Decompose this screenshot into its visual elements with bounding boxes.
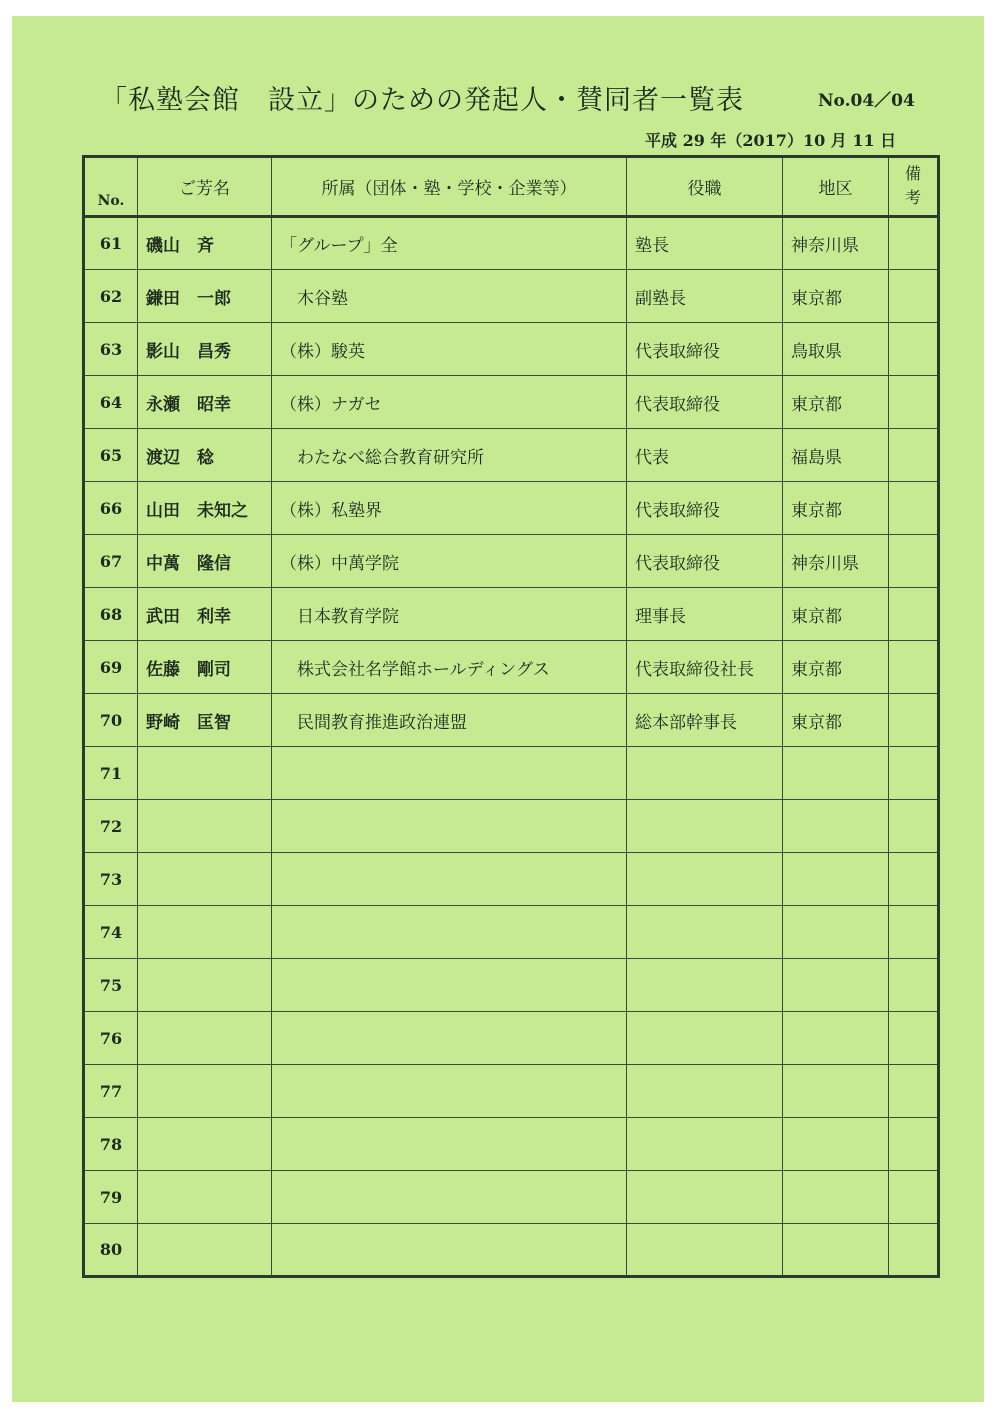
cell-note bbox=[889, 323, 939, 376]
table-row bbox=[84, 217, 939, 270]
cell-name: 野崎 匡智 bbox=[138, 694, 272, 747]
cell-position: 副塾長 bbox=[627, 270, 783, 323]
cell-name: 武田 利幸 bbox=[138, 588, 272, 641]
cell-position bbox=[627, 1065, 783, 1118]
table-row bbox=[84, 800, 939, 853]
cell-position bbox=[627, 800, 783, 853]
table-row bbox=[84, 429, 939, 482]
cell-affiliation bbox=[272, 800, 627, 853]
cell-name: 鎌田 一郎 bbox=[138, 270, 272, 323]
cell-note bbox=[889, 270, 939, 323]
cell-position bbox=[627, 1118, 783, 1171]
cell-note bbox=[889, 694, 939, 747]
cell-position bbox=[627, 959, 783, 1012]
cell-affiliation: わたなべ総合教育研究所 bbox=[272, 429, 627, 482]
cell-note bbox=[889, 959, 939, 1012]
table-row bbox=[84, 535, 939, 588]
cell-note bbox=[889, 482, 939, 535]
cell-name: 影山 昌秀 bbox=[138, 323, 272, 376]
cell-note bbox=[889, 1065, 939, 1118]
cell-name: 中萬 隆信 bbox=[138, 535, 272, 588]
cell-name bbox=[138, 800, 272, 853]
cell-name bbox=[138, 959, 272, 1012]
cell-name: 佐藤 剛司 bbox=[138, 641, 272, 694]
signatory-table bbox=[82, 155, 940, 1278]
cell-no: 69 bbox=[84, 641, 138, 694]
cell-affiliation: 株式会社名学館ホールディングス bbox=[272, 641, 627, 694]
cell-affiliation: 木谷塾 bbox=[272, 270, 627, 323]
table-row bbox=[84, 747, 939, 800]
cell-affiliation bbox=[272, 853, 627, 906]
cell-position bbox=[627, 853, 783, 906]
cell-position: 代表取締役 bbox=[627, 535, 783, 588]
cell-region bbox=[783, 1171, 889, 1224]
column-header-region: 地区 bbox=[783, 157, 889, 217]
cell-no: 67 bbox=[84, 535, 138, 588]
table-row bbox=[84, 1224, 939, 1277]
cell-note bbox=[889, 429, 939, 482]
cell-region: 東京都 bbox=[783, 641, 889, 694]
cell-no: 62 bbox=[84, 270, 138, 323]
cell-region bbox=[783, 959, 889, 1012]
cell-affiliation bbox=[272, 959, 627, 1012]
cell-region: 東京都 bbox=[783, 482, 889, 535]
column-header-note-text: 備考 bbox=[904, 164, 921, 207]
cell-name bbox=[138, 747, 272, 800]
cell-name bbox=[138, 1224, 272, 1277]
cell-position bbox=[627, 1224, 783, 1277]
table-row bbox=[84, 323, 939, 376]
cell-position bbox=[627, 747, 783, 800]
cell-no: 78 bbox=[84, 1118, 138, 1171]
cell-note bbox=[889, 800, 939, 853]
table-row bbox=[84, 694, 939, 747]
cell-position bbox=[627, 1171, 783, 1224]
cell-note bbox=[889, 747, 939, 800]
table-row bbox=[84, 588, 939, 641]
cell-name: 永瀬 昭幸 bbox=[138, 376, 272, 429]
cell-affiliation: 民間教育推進政治連盟 bbox=[272, 694, 627, 747]
table-row bbox=[84, 1012, 939, 1065]
cell-name bbox=[138, 853, 272, 906]
cell-affiliation: （株）ナガセ bbox=[272, 376, 627, 429]
document-date: 平成 29 年（2017）10 月 11 日 bbox=[645, 131, 897, 150]
cell-name bbox=[138, 906, 272, 959]
cell-region bbox=[783, 1224, 889, 1277]
cell-affiliation: （株）中萬学院 bbox=[272, 535, 627, 588]
cell-note bbox=[889, 853, 939, 906]
cell-position bbox=[627, 1012, 783, 1065]
column-header-affiliation: 所属（団体・塾・学校・企業等） bbox=[272, 157, 627, 217]
document-title: 「私塾会館 設立」のための発起人・賛同者一覧表 bbox=[100, 85, 744, 116]
cell-note bbox=[889, 588, 939, 641]
cell-no: 73 bbox=[84, 853, 138, 906]
cell-region: 神奈川県 bbox=[783, 535, 889, 588]
cell-affiliation bbox=[272, 1171, 627, 1224]
column-header-position: 役職 bbox=[627, 157, 783, 217]
cell-region: 東京都 bbox=[783, 376, 889, 429]
cell-name: 磯山 斉 bbox=[138, 217, 272, 270]
column-header-note bbox=[889, 157, 939, 217]
cell-affiliation bbox=[272, 1118, 627, 1171]
cell-region: 鳥取県 bbox=[783, 323, 889, 376]
cell-note bbox=[889, 641, 939, 694]
cell-region: 福島県 bbox=[783, 429, 889, 482]
cell-no: 76 bbox=[84, 1012, 138, 1065]
cell-region: 東京都 bbox=[783, 694, 889, 747]
cell-position: 代表取締役 bbox=[627, 376, 783, 429]
table-row bbox=[84, 1118, 939, 1171]
cell-note bbox=[889, 1171, 939, 1224]
cell-region bbox=[783, 906, 889, 959]
cell-name: 山田 未知之 bbox=[138, 482, 272, 535]
cell-affiliation: 「グループ」全 bbox=[272, 217, 627, 270]
cell-no: 63 bbox=[84, 323, 138, 376]
cell-region bbox=[783, 800, 889, 853]
cell-affiliation bbox=[272, 1224, 627, 1277]
cell-region bbox=[783, 747, 889, 800]
cell-note bbox=[889, 906, 939, 959]
cell-name bbox=[138, 1118, 272, 1171]
cell-no: 64 bbox=[84, 376, 138, 429]
cell-affiliation: 日本教育学院 bbox=[272, 588, 627, 641]
table-row bbox=[84, 1065, 939, 1118]
cell-no: 68 bbox=[84, 588, 138, 641]
cell-affiliation: （株）私塾界 bbox=[272, 482, 627, 535]
cell-affiliation bbox=[272, 1065, 627, 1118]
cell-note bbox=[889, 1224, 939, 1277]
cell-affiliation bbox=[272, 747, 627, 800]
table-row bbox=[84, 482, 939, 535]
cell-name bbox=[138, 1065, 272, 1118]
table-header-row bbox=[84, 157, 939, 217]
table-row bbox=[84, 1171, 939, 1224]
cell-affiliation: （株）駿英 bbox=[272, 323, 627, 376]
table-row bbox=[84, 270, 939, 323]
column-header-no: No. bbox=[84, 157, 138, 217]
cell-no: 77 bbox=[84, 1065, 138, 1118]
cell-no: 80 bbox=[84, 1224, 138, 1277]
cell-region bbox=[783, 853, 889, 906]
cell-note bbox=[889, 535, 939, 588]
cell-region bbox=[783, 1012, 889, 1065]
document-number: No.04／04 bbox=[818, 91, 915, 111]
table-row bbox=[84, 906, 939, 959]
cell-position: 代表取締役社長 bbox=[627, 641, 783, 694]
cell-position: 代表取締役 bbox=[627, 482, 783, 535]
cell-no: 71 bbox=[84, 747, 138, 800]
cell-region bbox=[783, 1118, 889, 1171]
cell-no: 66 bbox=[84, 482, 138, 535]
cell-no: 74 bbox=[84, 906, 138, 959]
cell-position: 塾長 bbox=[627, 217, 783, 270]
cell-no: 65 bbox=[84, 429, 138, 482]
cell-affiliation bbox=[272, 1012, 627, 1065]
cell-region: 神奈川県 bbox=[783, 217, 889, 270]
cell-affiliation bbox=[272, 906, 627, 959]
cell-region: 東京都 bbox=[783, 270, 889, 323]
cell-name bbox=[138, 1012, 272, 1065]
cell-no: 79 bbox=[84, 1171, 138, 1224]
cell-no: 72 bbox=[84, 800, 138, 853]
cell-position: 総本部幹事長 bbox=[627, 694, 783, 747]
cell-position bbox=[627, 906, 783, 959]
cell-note bbox=[889, 217, 939, 270]
table-row bbox=[84, 641, 939, 694]
table-row bbox=[84, 853, 939, 906]
cell-no: 75 bbox=[84, 959, 138, 1012]
cell-position: 代表 bbox=[627, 429, 783, 482]
cell-position: 代表取締役 bbox=[627, 323, 783, 376]
table-row bbox=[84, 376, 939, 429]
cell-no: 70 bbox=[84, 694, 138, 747]
cell-note bbox=[889, 1012, 939, 1065]
cell-no: 61 bbox=[84, 217, 138, 270]
cell-name: 渡辺 稔 bbox=[138, 429, 272, 482]
cell-note bbox=[889, 376, 939, 429]
cell-region: 東京都 bbox=[783, 588, 889, 641]
cell-region bbox=[783, 1065, 889, 1118]
column-header-name: ご芳名 bbox=[138, 157, 272, 217]
cell-position: 理事長 bbox=[627, 588, 783, 641]
cell-note bbox=[889, 1118, 939, 1171]
table-row bbox=[84, 959, 939, 1012]
cell-name bbox=[138, 1171, 272, 1224]
